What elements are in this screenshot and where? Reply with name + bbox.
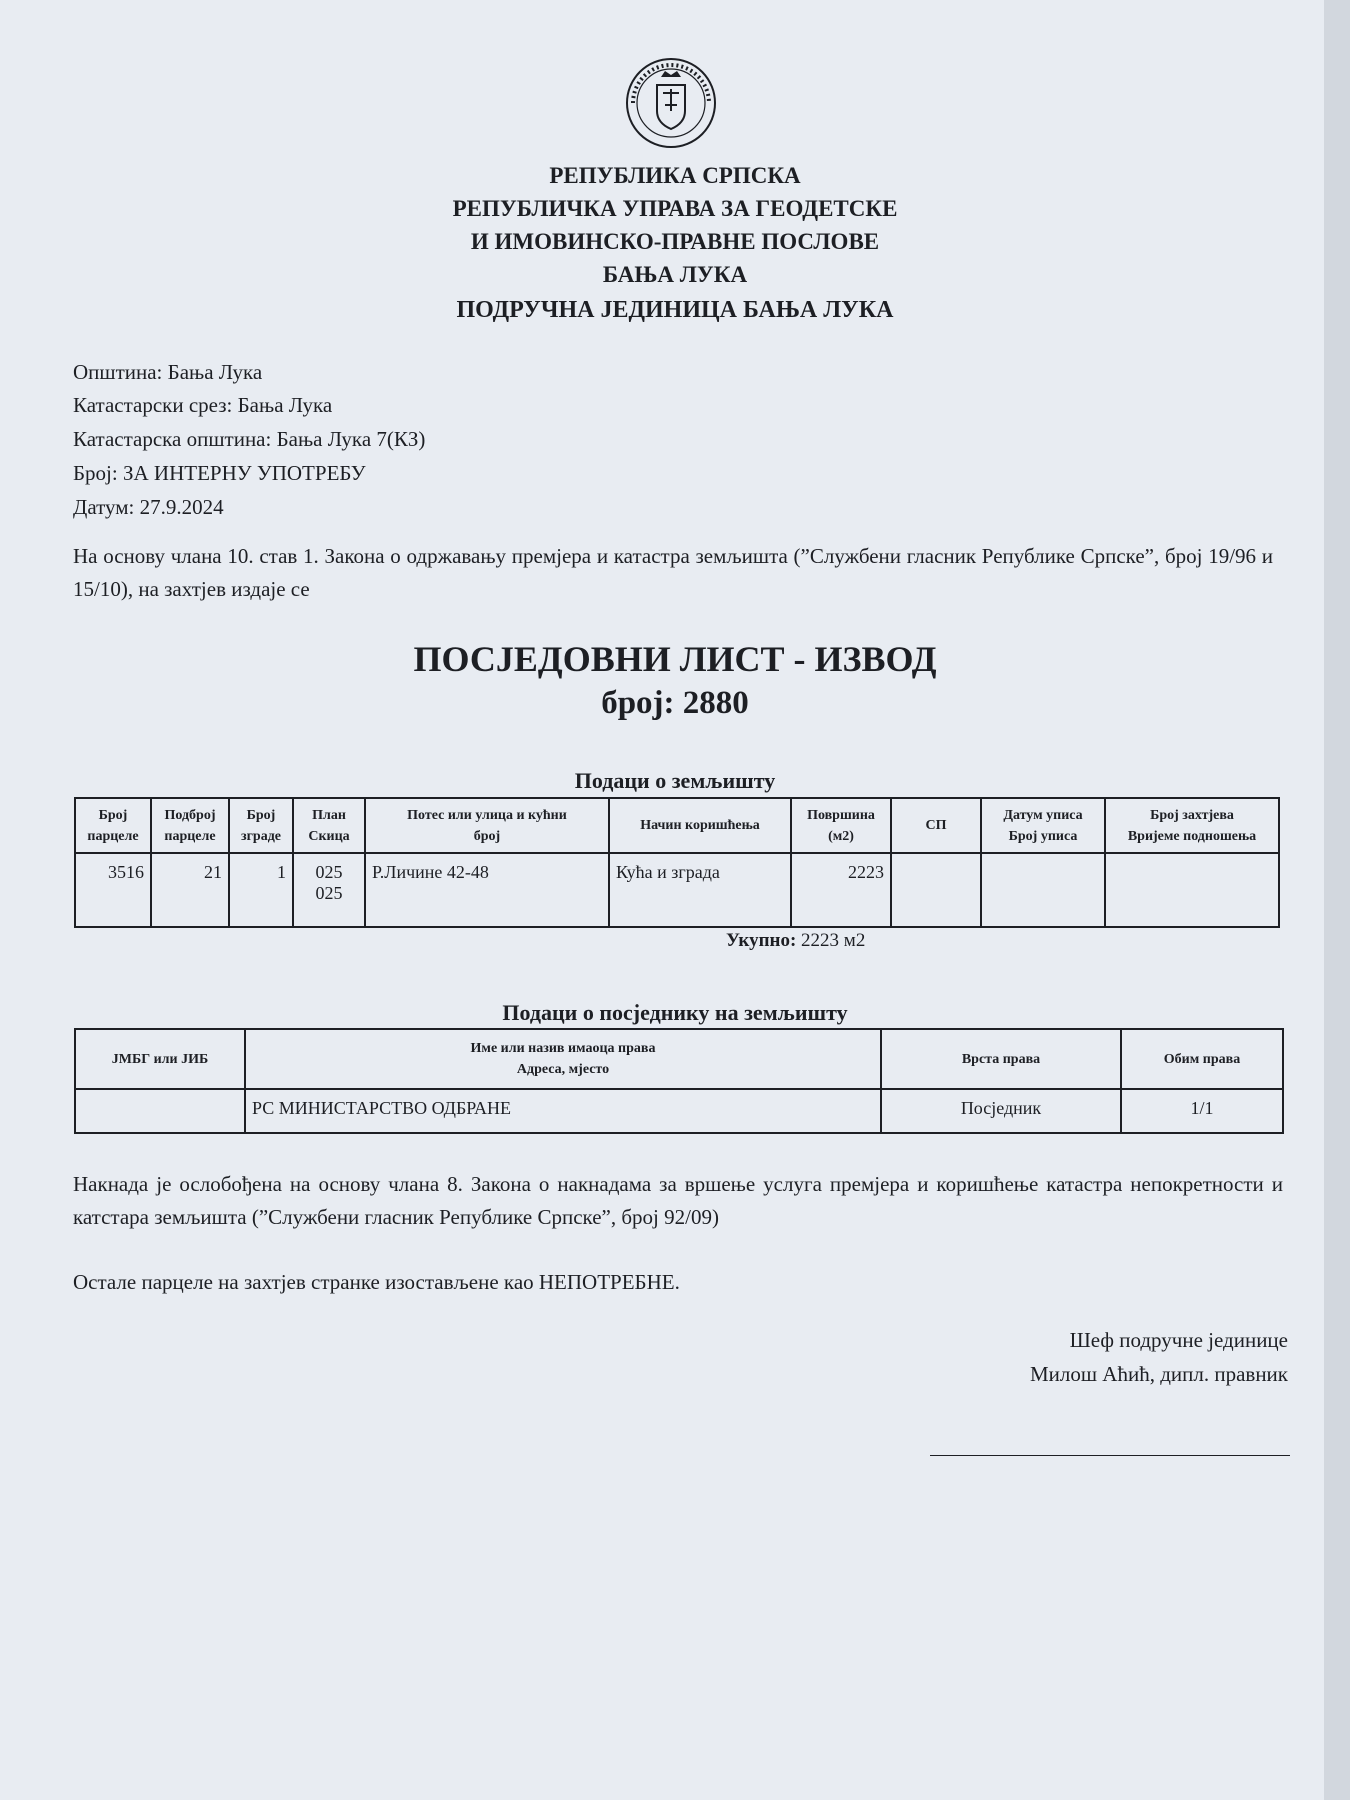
cell-povrsina: 2223 [791,853,891,927]
cell-plan-skica [293,853,365,927]
meta-opstina: Општина: Бања Лука [73,360,263,384]
col-parcela: Број парцеле [75,798,151,853]
cell-zgrada: 1 [229,853,293,927]
col-zahtjev: Број захтјева Вријеме подношења [1105,798,1279,853]
cell-datum [981,853,1105,927]
note-fee: Накнада је ослобођена на основу члана 8. Закона о накнадама за вршење услуга премјера и коришћење катастра непокретности и катстара земљишта (”Службени гласник Републике Српске”, број 92/09) [73,1172,1283,1229]
cell-zahtjev [1105,853,1279,927]
document-title: ПОСЈЕДОВНИ ЛИСТ - ИЗВОД [413,639,937,679]
col-nacin: Начин коришћења [609,798,791,853]
col-zgrada: Број зграде [229,798,293,853]
meta-datum: Датум: 27.9.2024 [73,495,224,519]
land-table-row [75,853,1279,927]
total-label: Укупно: [726,930,797,951]
cell-nacin: Кућа и зграда [609,853,791,927]
signature-line [930,1455,1290,1456]
cell-potes: Р.Личине 42-48 [365,853,609,927]
header-line-1: РЕПУБЛИКА СРПСКА [549,163,801,188]
owner-heading: Подаци о посједнику на земљишту [502,1000,848,1025]
meta-broj: Број: ЗА ИНТЕРНУ УПОТРЕБУ [73,461,366,485]
cell-parcela: 3516 [75,853,151,927]
note-omitted: Остале парцеле на захтјев странке изостављене као НЕПОТРЕБНЕ. [73,1270,680,1294]
owner-table-header [75,1029,1283,1089]
land-table [74,797,1280,928]
cell-skica: 025 [315,883,343,903]
header-line-2: РЕПУБЛИЧКА УПРАВА ЗА ГЕОДЕТСКЕ [452,196,898,221]
cell-ime: РС МИНИСТАРСТВО ОДБРАНЕ [245,1089,881,1133]
col-potes: Потес или улица и кућни број [365,798,609,853]
col-datum: Датум уписа Број уписа [981,798,1105,853]
header-line-4: БАЊА ЛУКА [602,262,748,287]
coat-of-arms-seal-icon [623,55,719,151]
header-line-5: ПОДРУЧНА ЈЕДИНИЦА БАЊА ЛУКА [456,297,894,323]
intro-paragraph: На основу члана 10. став 1. Закона о одржавању премјера и катастра земљишта (”Службени гласник Републике Српске”, број 19/96 и 15/10), на захтјев издаје се [73,544,1273,601]
land-heading: Подаци о земљишту [574,768,776,793]
cell-sp [891,853,981,927]
cell-vrsta: Посједник [881,1089,1121,1133]
cell-jmbg [75,1089,245,1133]
signature-role: Шеф подручне јединице [1069,1328,1288,1352]
col-vrsta: Врста права [881,1029,1121,1089]
land-total [726,930,865,952]
col-ime: Име или назив имаоца права Адреса, мјесто [245,1029,881,1089]
header-line-3: И ИМОВИНСКО-ПРАВНЕ ПОСЛОВЕ [470,229,880,254]
col-jmbg: ЈМБГ или ЈИБ [75,1029,245,1089]
owner-table [74,1028,1284,1134]
col-povrsina: Површина (м2) [791,798,891,853]
cell-podbroj: 21 [151,853,229,927]
meta-ko: Катастарска општина: Бања Лука 7(КЗ) [73,427,426,451]
land-table-header [75,798,1279,853]
cell-obim: 1/1 [1121,1089,1283,1133]
col-sp: СП [891,798,981,853]
document-number: број: 2880 [601,685,749,721]
col-podbroj: Подброј парцеле [151,798,229,853]
meta-srez: Катастарски срез: Бања Лука [73,393,333,417]
total-value: 2223 м2 [801,930,866,951]
signature-name: Милош Аћић, дипл. правник [1029,1362,1288,1386]
owner-table-row [75,1089,1283,1133]
col-obim: Обим права [1121,1029,1283,1089]
cell-plan: 025 [315,862,343,882]
col-plan: План Скица [293,798,365,853]
